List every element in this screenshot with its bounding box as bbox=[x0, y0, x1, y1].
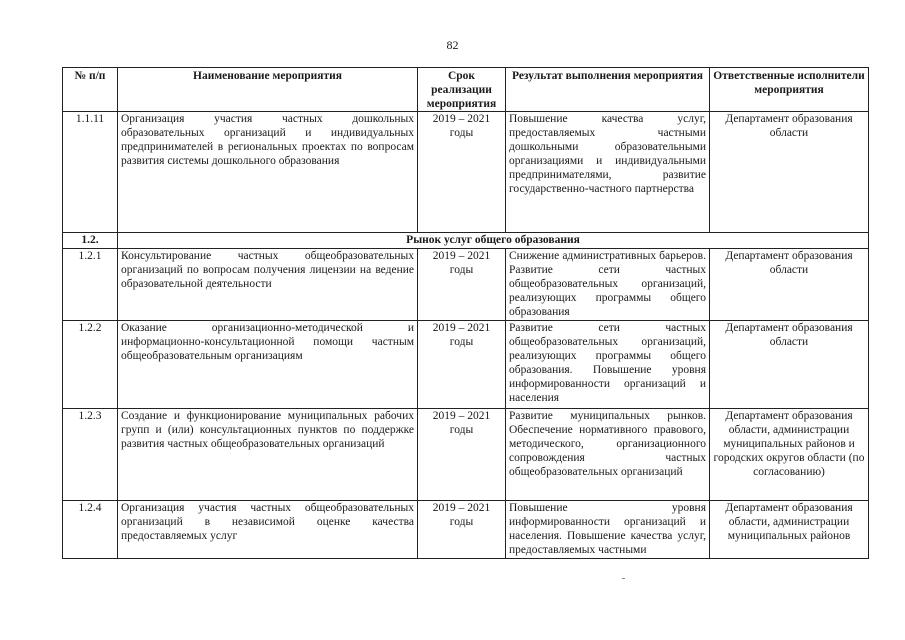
measure-term: 2019 – 2021 годы bbox=[418, 501, 506, 559]
header-result: Результат выполнения мероприятия bbox=[506, 68, 710, 112]
measure-name: Создание и функционирование муниципальных рабочих групп и (или) консультационных пунктов по поддержке развития частных общеобразовательных организаций bbox=[118, 409, 418, 501]
measure-responsible: Департамент образования области bbox=[710, 321, 869, 409]
page-number: 82 bbox=[446, 38, 459, 52]
measure-responsible: Департамент образования области bbox=[710, 112, 869, 233]
measure-name: Оказание организационно-методической и информационно-консультационной помощи частным общеобразовательным организациям bbox=[118, 321, 418, 409]
scan-mark bbox=[622, 578, 625, 579]
table-row bbox=[63, 501, 869, 559]
header-term: Срок реализации мероприятия bbox=[418, 68, 506, 112]
table-row bbox=[63, 321, 869, 409]
measure-responsible: Департамент образования области bbox=[710, 249, 869, 321]
row-number: 1.2.3 bbox=[63, 409, 118, 501]
section-title: Рынок услуг общего образования bbox=[118, 233, 869, 249]
measure-name: Консультирование частных общеобразовательных организаций по вопросам получения лицензии на ведение образовательной деятельности bbox=[118, 249, 418, 321]
row-number: 1.2.4 bbox=[63, 501, 118, 559]
section-row bbox=[63, 233, 869, 249]
measure-term: 2019 – 2021 годы bbox=[418, 321, 506, 409]
measure-term: 2019 – 2021 годы bbox=[418, 249, 506, 321]
table-row bbox=[63, 112, 869, 233]
section-number: 1.2. bbox=[63, 233, 118, 249]
measure-result: Развитие муниципальных рынков. Обеспечение нормативного правового, методического, организационного сопровождения частных общеобразовательных организаций bbox=[506, 409, 710, 501]
measure-term: 2019 – 2021 годы bbox=[418, 112, 506, 233]
header-name: Наименование мероприятия bbox=[118, 68, 418, 112]
table-row bbox=[63, 249, 869, 321]
measure-result: Повышение качества услуг, предоставляемых частными дошкольными образовательными организациями и индивидуальными предпринимателями, развитие государственно-частного партнерства bbox=[506, 112, 710, 233]
measure-responsible: Департамент образования области, администрации муниципальных районов и городских округов области (по согласованию) bbox=[710, 409, 869, 501]
measure-name: Организация участия частных дошкольных образовательных организаций и индивидуальных предпринимателей в региональных проектах по вопросам развития системы дошкольного образования bbox=[118, 112, 418, 233]
header-responsible: Ответственные исполнители мероприятия bbox=[710, 68, 869, 112]
measure-result: Снижение административных барьеров. Развитие сети частных общеобразовательных организаций, реализующих программы общего образования bbox=[506, 249, 710, 321]
table-row bbox=[63, 409, 869, 501]
measures-table bbox=[62, 67, 869, 559]
measure-term: 2019 – 2021 годы bbox=[418, 409, 506, 501]
measure-result: Развитие сети частных общеобразовательных организаций, реализующих программы общего образования. Повышение уровня информированности организаций и населения bbox=[506, 321, 710, 409]
row-number: 1.2.1 bbox=[63, 249, 118, 321]
measure-responsible: Департамент образования области, администрации муниципальных районов bbox=[710, 501, 869, 559]
measure-name: Организация участия частных общеобразовательных организаций в независимой оценке качества предоставляемых услуг bbox=[118, 501, 418, 559]
header-row bbox=[63, 68, 869, 112]
header-num: № п/п bbox=[63, 68, 118, 112]
row-number: 1.2.2 bbox=[63, 321, 118, 409]
row-number: 1.1.11 bbox=[63, 112, 118, 233]
measure-result: Повышение уровня информированности организаций и населения. Повышение качества услуг, предоставляемых частными bbox=[506, 501, 710, 559]
